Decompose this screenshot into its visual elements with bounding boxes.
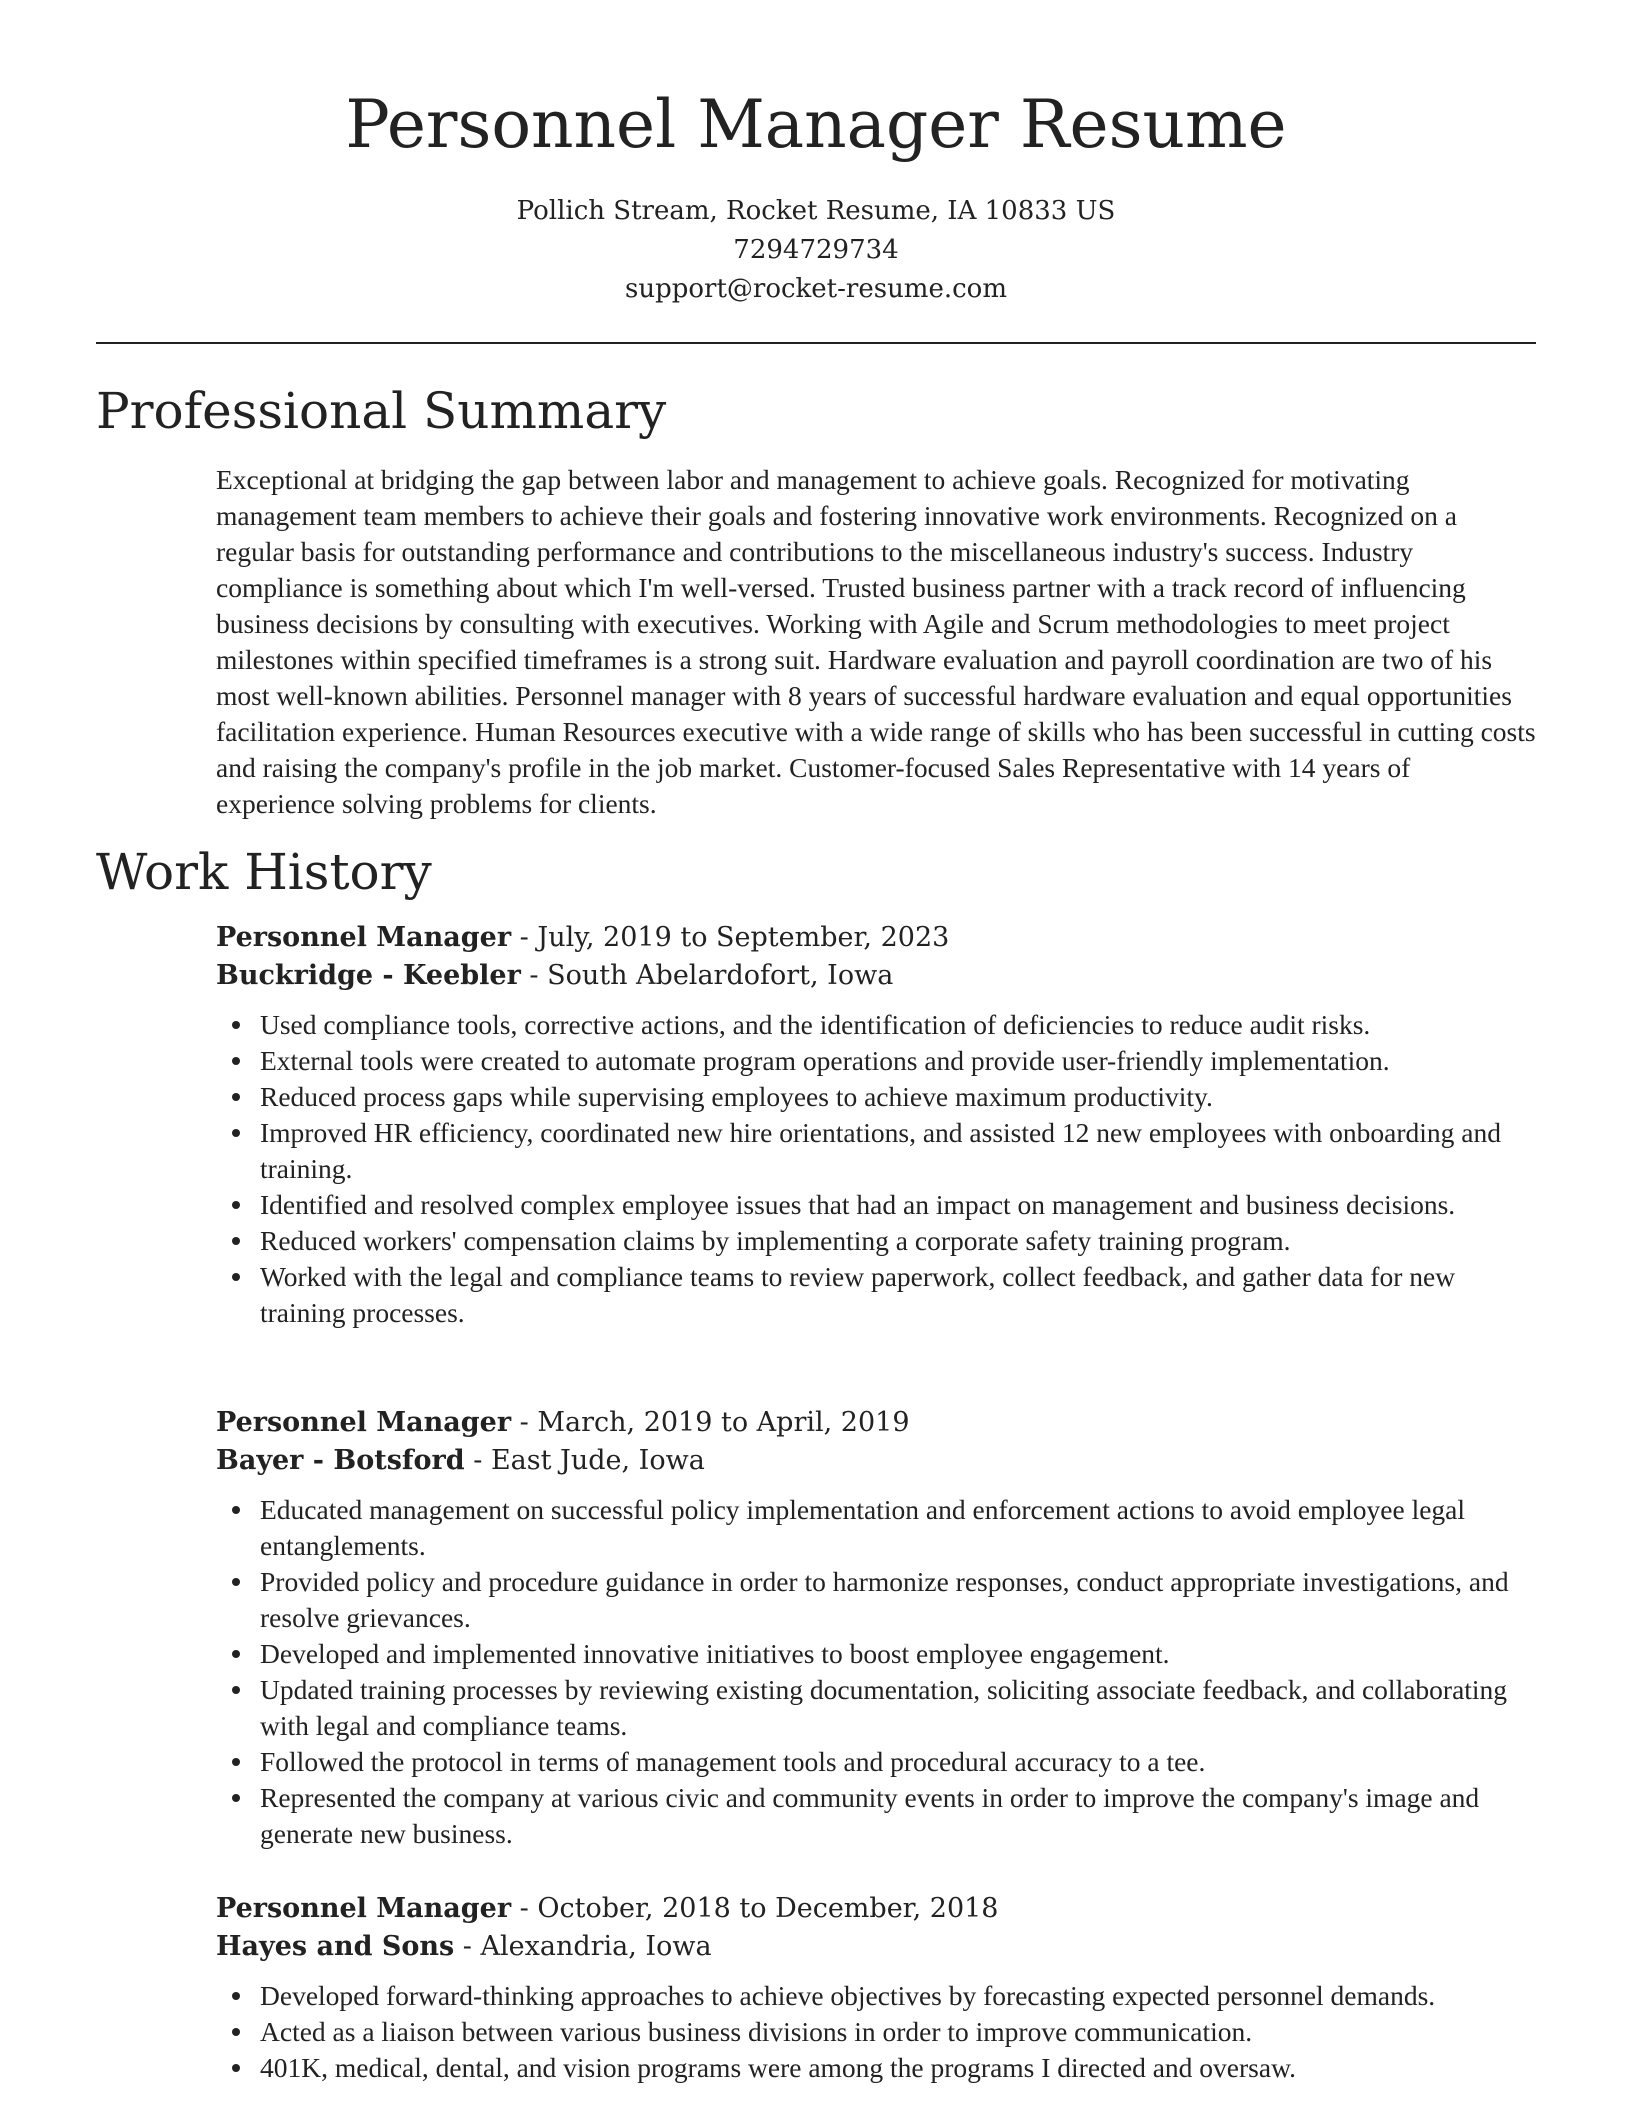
job-dates: - March, 2019 to April, 2019 — [511, 1407, 910, 1438]
job-bullet: Represented the company at various civic and community events in order to improve the company's image and generate new business. — [216, 1780, 1536, 1852]
job-dates: - July, 2019 to September, 2023 — [511, 922, 950, 953]
job-dates: - October, 2018 to December, 2018 — [511, 1893, 999, 1924]
job-location: - Alexandria, Iowa — [454, 1931, 712, 1962]
job-company-line — [216, 1442, 1536, 1480]
job-entry — [216, 1404, 1536, 1852]
job-bullet: Reduced process gaps while supervising employees to achieve maximum productivity. — [216, 1079, 1536, 1115]
job-title: Personnel Manager — [216, 922, 512, 953]
job-bullet-list — [216, 1007, 1536, 1331]
resume-title: Personnel Manager Resume — [345, 86, 1287, 163]
job-bullet: 401K, medical, dental, and vision programs were among the programs I directed and oversaw. — [216, 2050, 1536, 2086]
job-bullet: Improved HR efficiency, coordinated new hire orientations, and assisted 12 new employees with onboarding and training. — [216, 1115, 1536, 1187]
job-company-line — [216, 957, 1536, 995]
job-bullet: Followed the protocol in terms of management tools and procedural accuracy to a tee. — [216, 1744, 1536, 1780]
job-bullet: Provided policy and procedure guidance in order to harmonize responses, conduct appropriate investigations, and resolve grievances. — [216, 1564, 1536, 1636]
job-title: Personnel Manager — [216, 1893, 512, 1924]
summary-text: Exceptional at bridging the gap between labor and management to achieve goals. Recognized for motivating management team members to achieve their goals and fostering innovative work environments. Recognized on a regular basis for outstanding performance and contributions to the miscellaneous industry's success. Industry compliance is something about which I'm well-versed. Trusted business partner with a track record of influencing business decisions by consulting with executives. Working with Agile and Scrum methodologies to meet project milestones within specified timeframes is a strong suit. Hardware evaluation and payroll coordination are two of his most well-known abilities. Personnel manager with 8 years of successful hardware evaluation and equal opportunities facilitation experience. Human Resources executive with a wide range of skills who has been successful in cutting costs and raising the company's profile in the job market. Customer-focused Sales Representative with 14 years of experience solving problems for clients. — [216, 464, 1536, 819]
contact-phone: 7294729734 — [733, 235, 899, 265]
job-title-line — [216, 919, 1536, 957]
summary-heading: Professional Summary — [96, 382, 667, 440]
job-bullet: Developed and implemented innovative initiatives to boost employee engagement. — [216, 1636, 1536, 1672]
job-bullet: Reduced workers' compensation claims by implementing a corporate safety training program. — [216, 1223, 1536, 1259]
job-bullet: Worked with the legal and compliance teams to review paperwork, collect feedback, and gather data for new training processes. — [216, 1259, 1536, 1331]
job-title-line — [216, 1890, 1536, 1928]
job-bullet: Used compliance tools, corrective actions, and the identification of deficiencies to reduce audit risks. — [216, 1007, 1536, 1043]
job-location: - South Abelardofort, Iowa — [520, 960, 894, 991]
job-location: - East Jude, Iowa — [464, 1445, 705, 1476]
job-bullet: Educated management on successful policy implementation and enforcement actions to avoid employee legal entanglements. — [216, 1492, 1536, 1564]
job-bullet: Updated training processes by reviewing existing documentation, soliciting associate feedback, and collaborating with legal and compliance teams. — [216, 1672, 1536, 1744]
header-divider — [96, 342, 1536, 344]
job-company: Bayer - Botsford — [216, 1445, 465, 1476]
job-bullet: External tools were created to automate program operations and provide user-friendly implementation. — [216, 1043, 1536, 1079]
contact-email: support@rocket-resume.com — [624, 274, 1007, 304]
job-bullet: Developed forward-thinking approaches to achieve objectives by forecasting expected personnel demands. — [216, 1978, 1536, 2014]
job-title-line — [216, 1404, 1536, 1442]
work-history-heading: Work History — [96, 843, 432, 901]
job-bullet-list — [216, 1492, 1536, 1852]
job-company: Hayes and Sons — [216, 1931, 455, 1962]
job-bullet: Acted as a liaison between various business divisions in order to improve communication. — [216, 2014, 1536, 2050]
job-company: Buckridge - Keebler — [216, 960, 521, 991]
contact-address: Pollich Stream, Rocket Resume, IA 10833 US — [516, 196, 1116, 226]
job-bullet-list — [216, 1978, 1536, 2086]
job-entry — [216, 1890, 1536, 2086]
job-bullet: Identified and resolved complex employee issues that had an impact on management and business decisions. — [216, 1187, 1536, 1223]
job-company-line — [216, 1928, 1536, 1966]
contact-block — [0, 192, 1632, 309]
job-title: Personnel Manager — [216, 1407, 512, 1438]
job-entry — [216, 919, 1536, 1331]
